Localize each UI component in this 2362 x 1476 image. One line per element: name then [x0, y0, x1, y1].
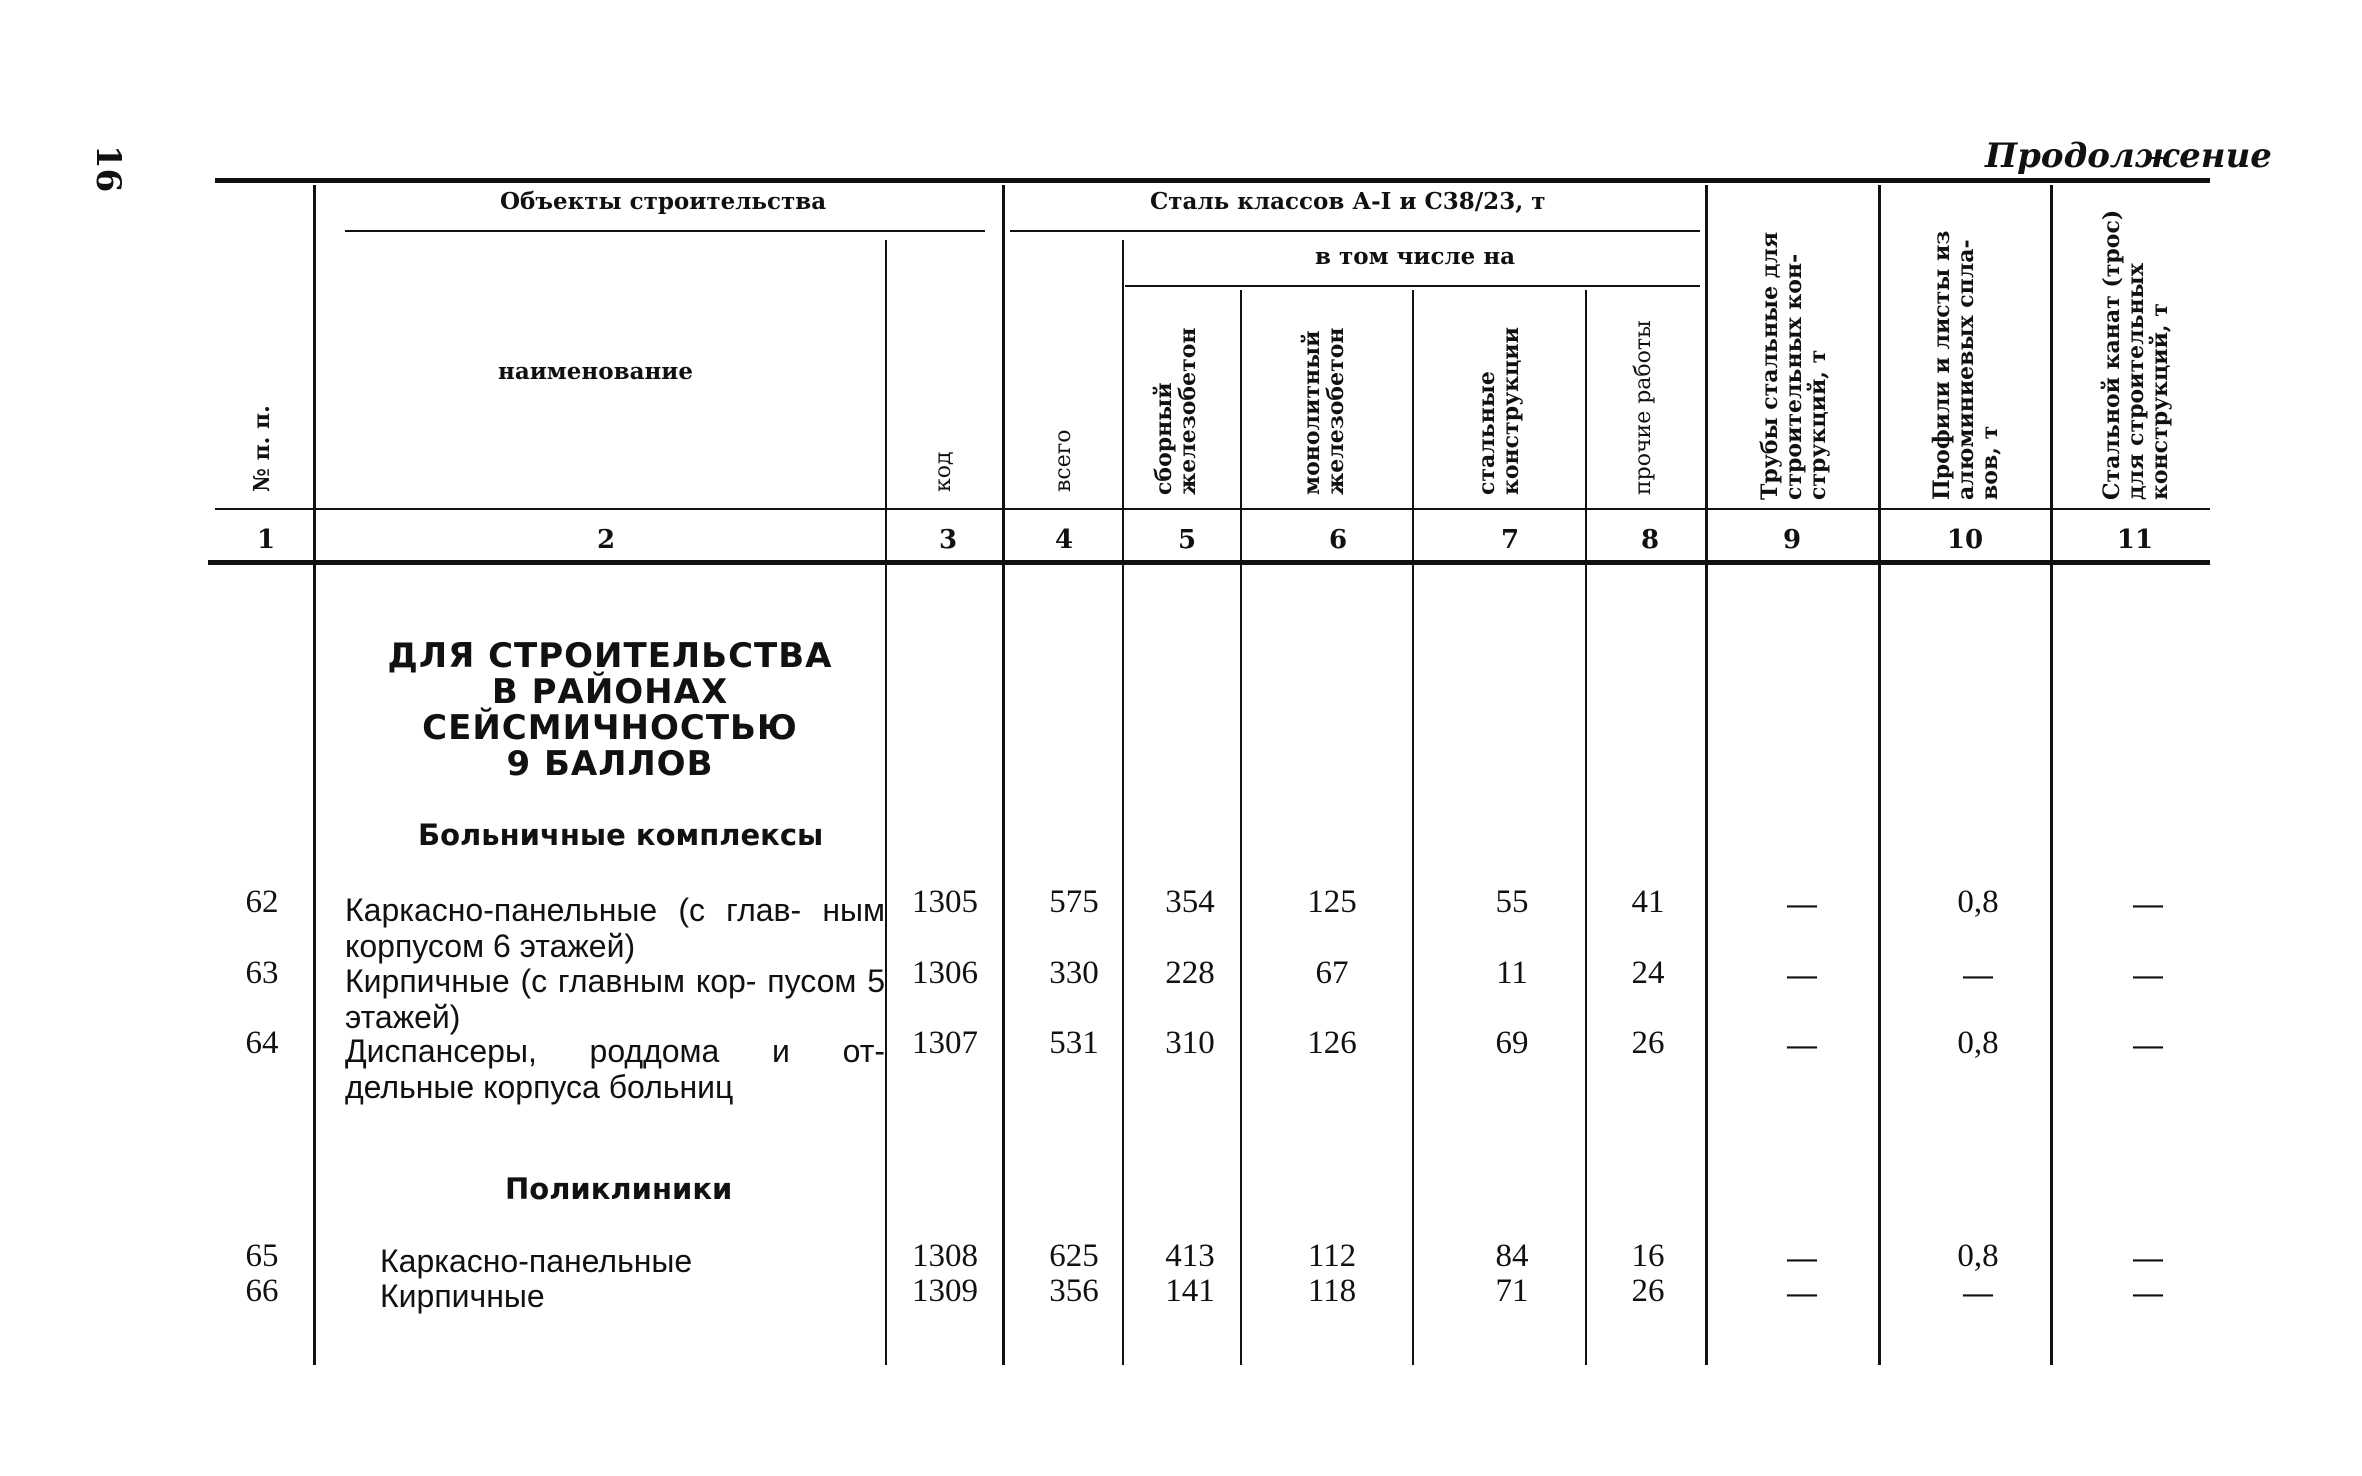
divider-3 [1002, 185, 1005, 1365]
row-rope: — [2131, 1025, 2165, 1064]
header-pipes: Трубы стальные для строительных кон- струкций, т [1757, 231, 1831, 500]
row-other: 16 [1631, 1238, 1665, 1274]
row-total: 356 [1049, 1273, 1099, 1309]
row-steel: 55 [1495, 884, 1529, 920]
row-pipes: — [1785, 1273, 1819, 1312]
row-number: 63 [245, 955, 279, 991]
row-steel: 11 [1496, 955, 1528, 991]
row-profiles: 0,8 [1957, 1238, 1999, 1274]
section-title-line: В РАЙОНАХ [491, 672, 729, 712]
row-monolithic: 112 [1307, 1238, 1357, 1274]
row-profiles: — [1961, 1273, 1995, 1312]
row-other: 24 [1631, 955, 1665, 991]
column-number: 1 [256, 525, 276, 555]
row-number: 62 [245, 884, 279, 920]
row-total: 625 [1049, 1238, 1099, 1274]
row-profiles: — [1961, 955, 1995, 994]
column-number: 6 [1328, 525, 1348, 555]
divider-8 [1705, 185, 1708, 1365]
header-steel: Сталь классов А-I и С38/23, т [1150, 188, 1546, 215]
row-name: Кирпичные [380, 1278, 545, 1314]
section-title-line: ДЛЯ СТРОИТЕЛЬСТВА [387, 636, 833, 676]
column-number: 3 [938, 525, 958, 555]
divider-7 [1585, 290, 1587, 1365]
row-number: 66 [245, 1273, 279, 1309]
row-precast: 141 [1165, 1273, 1215, 1309]
divider-6 [1412, 290, 1414, 1365]
row-code: 1309 [912, 1273, 978, 1309]
row-rope: — [2131, 955, 2165, 994]
row-total: 330 [1049, 955, 1099, 991]
row-total: 575 [1049, 884, 1099, 920]
section-title [340, 638, 880, 782]
row-total: 531 [1049, 1025, 1099, 1061]
row-monolithic: 67 [1315, 955, 1349, 991]
steel-underline [1010, 230, 1700, 232]
header-precast: сборный железобетон [1151, 327, 1201, 495]
row-name: Кирпичные (с главным кор- пусом 5 этажей) [345, 963, 885, 1035]
header-bottom-rule [215, 508, 2210, 510]
row-precast: 413 [1165, 1238, 1215, 1274]
header-including: в том числе на [1315, 243, 1516, 270]
row-pipes: — [1785, 955, 1819, 994]
row-pipes: — [1785, 884, 1819, 923]
row-precast: 354 [1165, 884, 1215, 920]
table-top-rule [215, 178, 2210, 183]
header-profiles: Профили и листы из алюминиевых спла- вов, т [1929, 230, 2003, 500]
row-monolithic: 118 [1307, 1273, 1357, 1309]
row-pipes: — [1785, 1238, 1819, 1277]
section-title-line: 9 БАЛЛОВ [506, 744, 714, 784]
row-precast: 228 [1165, 955, 1215, 991]
header-objects: Объекты строительства [500, 188, 827, 215]
row-name: Каркасно-панельные [380, 1243, 693, 1279]
row-monolithic: 126 [1307, 1025, 1357, 1061]
page-number: 16 [88, 145, 128, 193]
header-rope: Стальной канат (трос) для строительных конструкций, т [2099, 209, 2173, 500]
row-code: 1307 [912, 1025, 978, 1061]
objects-underline [345, 230, 985, 232]
row-code: 1308 [912, 1238, 978, 1274]
row-rope: — [2131, 884, 2165, 923]
row-code: 1306 [912, 955, 978, 991]
divider-4 [1122, 240, 1124, 1365]
including-underline [1125, 285, 1700, 287]
column-number: 5 [1177, 525, 1197, 555]
divider-5 [1240, 290, 1242, 1365]
row-number: 64 [245, 1025, 279, 1061]
row-other: 26 [1631, 1273, 1665, 1309]
row-number: 65 [245, 1238, 279, 1274]
column-number: 9 [1782, 525, 1802, 555]
row-name: Каркасно-панельные (с глав- ным корпусом 6 этажей) [345, 892, 885, 964]
header-monolithic: монолитный железобетон [1299, 327, 1349, 495]
row-pipes: — [1785, 1025, 1819, 1064]
row-other: 26 [1631, 1025, 1665, 1061]
divider-1 [313, 185, 316, 1365]
group-title: Больничные комплексы [418, 818, 824, 852]
column-number: 11 [2116, 525, 2154, 555]
header-steel-structures: стальные конструкции [1474, 327, 1524, 495]
row-precast: 310 [1165, 1025, 1215, 1061]
row-steel: 84 [1495, 1238, 1529, 1274]
row-profiles: 0,8 [1957, 1025, 1999, 1061]
row-steel: 69 [1495, 1025, 1529, 1061]
header-total: всего [1051, 429, 1076, 492]
header-other: прочие работы [1631, 320, 1656, 495]
row-steel: 71 [1495, 1273, 1529, 1309]
column-number: 7 [1500, 525, 1520, 555]
row-monolithic: 125 [1307, 884, 1357, 920]
column-number: 10 [1946, 525, 1984, 555]
divider-10 [2050, 185, 2053, 1365]
group-title: Поликлиники [505, 1172, 733, 1206]
row-code: 1305 [912, 884, 978, 920]
row-rope: — [2131, 1273, 2165, 1312]
row-rope: — [2131, 1238, 2165, 1277]
header-code: код [931, 451, 956, 492]
section-title-line: СЕЙСМИЧНОСТЬЮ [422, 708, 798, 748]
divider-2 [885, 240, 887, 1365]
column-number: 8 [1640, 525, 1660, 555]
column-number: 2 [596, 525, 616, 555]
column-numbers-rule [208, 560, 2210, 565]
continuation-label: Продолжение [1985, 136, 2272, 176]
row-profiles: 0,8 [1957, 884, 1999, 920]
header-name: наименование [498, 358, 693, 385]
row-name: Диспансеры, роддома и от- дельные корпуса больниц [345, 1033, 885, 1105]
divider-9 [1878, 185, 1881, 1365]
row-other: 41 [1631, 884, 1665, 920]
header-item-number: № п. п. [249, 405, 275, 492]
column-number: 4 [1054, 525, 1074, 555]
